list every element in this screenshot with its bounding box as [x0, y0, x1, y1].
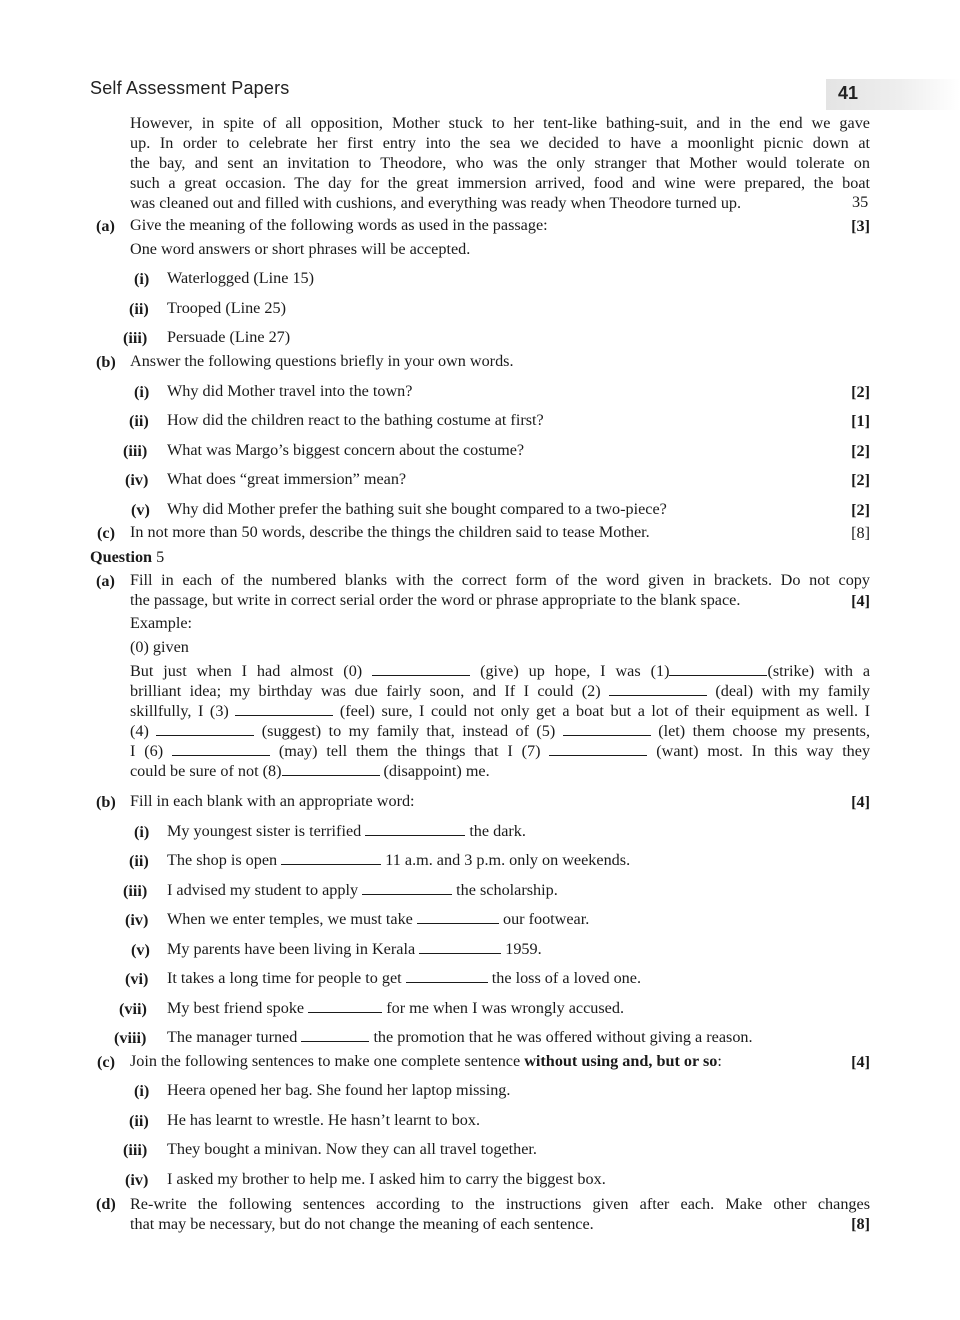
- question-text-line: Fill in each of the numbered blanks with the correct form of the word given in brackets. Do not copy: [130, 571, 870, 589]
- item-number: (ii): [129, 1112, 149, 1130]
- fill-item: [167, 969, 641, 988]
- item-text: My parents have been living in Kerala: [167, 940, 416, 958]
- item-number: (v): [131, 501, 150, 519]
- cloze-text: brilliant idea; my birthday was due fairly soon, and If I could (2): [130, 682, 601, 700]
- cloze-text: (deal) with my family: [715, 682, 870, 700]
- example-answer: (0) given: [130, 638, 189, 656]
- question-label: (c): [97, 524, 115, 542]
- cloze-line: [130, 741, 870, 761]
- answer-blank[interactable]: [549, 743, 647, 756]
- item-text: Why did Mother travel into the town?: [167, 382, 413, 400]
- answer-blank[interactable]: [156, 723, 254, 736]
- answer-blank[interactable]: [362, 882, 452, 895]
- fill-item: [167, 851, 630, 870]
- marks: [2]: [851, 442, 870, 460]
- answer-blank[interactable]: [417, 911, 499, 924]
- question-note: One word answers or short phrases will be accepted.: [130, 240, 471, 258]
- cloze-paragraph: [130, 661, 870, 781]
- item-number: (i): [134, 270, 150, 288]
- example-label: Example:: [130, 614, 193, 632]
- cloze-text: could be sure of not (8): [130, 762, 282, 780]
- answer-blank[interactable]: [609, 683, 707, 696]
- question-text-part: :: [717, 1052, 722, 1070]
- item-text: for me when I was wrongly accused.: [386, 999, 625, 1017]
- question-text: In not more than 50 words, describe the things the children said to tease Mother.: [130, 523, 650, 541]
- item-text: It takes a long time for people to get: [167, 969, 402, 987]
- cloze-text: (suggest) to my family that, instead of (5): [261, 722, 556, 740]
- answer-blank[interactable]: [282, 763, 380, 776]
- item-text: the loss of a loved one.: [491, 969, 642, 987]
- question-text: [130, 1194, 870, 1234]
- answer-blank[interactable]: [372, 663, 470, 676]
- question-label: (c): [97, 1053, 115, 1071]
- marks: [3]: [851, 217, 870, 235]
- marks: [4]: [851, 793, 870, 811]
- item-text: The shop is open: [167, 851, 278, 869]
- question-label: (a): [96, 217, 115, 235]
- cloze-text: skillfully, I (3): [130, 702, 229, 720]
- item-text: 1959.: [505, 940, 542, 958]
- item-number: (ii): [129, 300, 149, 318]
- item-text: My best friend spoke: [167, 999, 305, 1017]
- question-text-line: that may be necessary, but do not change the meaning of each sentence.: [130, 1215, 594, 1233]
- fill-item: [167, 999, 624, 1018]
- item-text: When we enter temples, we must take: [167, 910, 413, 928]
- question-text: [130, 1052, 722, 1071]
- item-text: the scholarship.: [456, 881, 558, 899]
- cloze-text: (give) up hope, I was (1): [480, 662, 670, 680]
- passage-line-number: 35: [852, 193, 869, 211]
- answer-blank[interactable]: [308, 1000, 382, 1013]
- marks: [8]: [851, 1215, 870, 1233]
- cloze-text: (feel) sure, I could not only get a boat but a lot of their equipment as well. I: [339, 702, 871, 720]
- item-text: the promotion that he was offered without giving a reason.: [373, 1028, 753, 1046]
- item-text: The manager turned: [167, 1028, 298, 1046]
- cloze-text: (disappoint) me.: [383, 762, 490, 780]
- item-number: (vi): [125, 970, 149, 988]
- item-text: What does “great immersion” mean?: [167, 470, 407, 488]
- cloze-line: [130, 681, 870, 701]
- item-text: Why did Mother prefer the bathing suit she bought compared to a two-piece?: [167, 500, 667, 518]
- question-label: (a): [96, 572, 115, 590]
- item-text: our footwear.: [502, 910, 590, 928]
- marks: [1]: [851, 412, 870, 430]
- item-text: My youngest sister is terrified: [167, 822, 362, 840]
- question-text-line: the passage, but write in correct serial order the word or phrase appropriate to the blank space.: [130, 591, 741, 609]
- item-number: (iii): [123, 442, 148, 460]
- marks: [4]: [851, 1053, 870, 1071]
- item-number: (iii): [123, 329, 148, 347]
- cloze-text: (let) them choose my presents,: [658, 722, 871, 740]
- question-text: Give the meaning of the following words as used in the passage:: [130, 216, 548, 234]
- cloze-text: But just when I had almost (0): [130, 662, 363, 680]
- question-label: (b): [96, 793, 116, 811]
- question-label: (b): [96, 353, 116, 371]
- item-text: They bought a minivan. Now they can all travel together.: [167, 1140, 537, 1158]
- passage-line: was cleaned out and filled with cushions, and everything was ready when Theodore turned up.: [130, 194, 742, 212]
- item-text: I advised my student to apply: [167, 881, 359, 899]
- page-number: 41: [838, 83, 859, 103]
- item-number: (iii): [123, 882, 148, 900]
- marks: [2]: [851, 383, 870, 401]
- marks: [2]: [851, 501, 870, 519]
- item-number: (iv): [125, 1171, 149, 1189]
- item-text: He has learnt to wrestle. He hasn’t learnt to box.: [167, 1111, 481, 1129]
- item-text: Persuade (Line 27): [167, 328, 291, 346]
- answer-blank[interactable]: [365, 823, 465, 836]
- item-number: (iv): [125, 471, 149, 489]
- item-number: (iii): [123, 1141, 148, 1159]
- item-text: Waterlogged (Line 15): [167, 269, 315, 287]
- passage-line: the bay, and sent an invitation to Theodore, who was the only stranger that Mother would tolerate on: [130, 154, 870, 172]
- reading-passage: [130, 113, 870, 213]
- item-number: (iv): [125, 911, 149, 929]
- fill-item: [167, 822, 526, 841]
- question-label: (d): [96, 1195, 116, 1213]
- item-number: (i): [134, 383, 150, 401]
- item-number: (i): [134, 823, 150, 841]
- answer-blank[interactable]: [669, 663, 767, 676]
- item-text: Heera opened her bag. She found her laptop missing.: [167, 1081, 511, 1099]
- answer-blank[interactable]: [406, 970, 488, 983]
- item-number: (viii): [114, 1029, 147, 1047]
- answer-blank[interactable]: [235, 703, 333, 716]
- question-heading-word: Question: [90, 548, 153, 566]
- question-text: Fill in each blank with an appropriate word:: [130, 792, 415, 810]
- cloze-line: [130, 701, 870, 721]
- fill-item: [167, 881, 558, 900]
- question-heading-number: 5: [156, 548, 165, 566]
- question-emphasis: without using and, but or so: [524, 1052, 718, 1070]
- cloze-text: (want) most. In this way they: [656, 742, 871, 760]
- cloze-text: (strike) with a: [767, 662, 871, 680]
- cloze-line: [130, 721, 870, 741]
- question-heading: [90, 548, 164, 567]
- answer-blank[interactable]: [301, 1029, 369, 1042]
- fill-item: [167, 910, 589, 929]
- question-text: [130, 570, 870, 610]
- item-number: (vii): [119, 1000, 147, 1018]
- item-text: How did the children react to the bathing costume at first?: [167, 411, 544, 429]
- cloze-text: (4): [130, 722, 149, 740]
- fill-item: [167, 1028, 753, 1047]
- item-text: the dark.: [469, 822, 526, 840]
- item-text: I asked my brother to help me. I asked him to carry the biggest box.: [167, 1170, 606, 1188]
- marks: [2]: [851, 471, 870, 489]
- item-text: Trooped (Line 25): [167, 299, 286, 317]
- passage-line: However, in spite of all opposition, Mother stuck to her tent-like bathing-suit, and in the end we gave: [130, 114, 870, 132]
- question-text-part: Join the following sentences to make one complete sentence: [130, 1052, 521, 1070]
- item-number: (ii): [129, 412, 149, 430]
- cloze-line: [130, 761, 870, 781]
- page-header-title: Self Assessment Papers: [90, 78, 290, 98]
- page-number-tab: [826, 79, 960, 110]
- answer-blank[interactable]: [563, 723, 651, 736]
- question-text-line: Re-write the following sentences according to the instructions given after each. Make other changes: [130, 1195, 870, 1213]
- item-number: (ii): [129, 852, 149, 870]
- answer-blank[interactable]: [172, 743, 270, 756]
- cloze-text: (may) tell them the things that I (7): [278, 742, 541, 760]
- cloze-text: I (6): [130, 742, 164, 760]
- marks: [4]: [851, 592, 870, 610]
- item-text: 11 a.m. and 3 p.m. only on weekends.: [385, 851, 631, 869]
- fill-item: [167, 940, 542, 959]
- item-number: (i): [134, 1082, 150, 1100]
- marks: [8]: [851, 524, 870, 542]
- answer-blank[interactable]: [419, 941, 501, 954]
- passage-line: such a great occasion. The day for the great immersion arrived, food and wine were prepared, the boat: [130, 174, 870, 192]
- answer-blank[interactable]: [281, 852, 381, 865]
- cloze-line: [130, 661, 870, 681]
- question-text: Answer the following questions briefly in your own words.: [130, 352, 514, 370]
- passage-line: up. In order to celebrate her first entry into the sea we decided to have a moonlight picnic down at: [130, 134, 870, 152]
- item-number: (v): [131, 941, 150, 959]
- item-text: What was Margo’s biggest concern about the costume?: [167, 441, 525, 459]
